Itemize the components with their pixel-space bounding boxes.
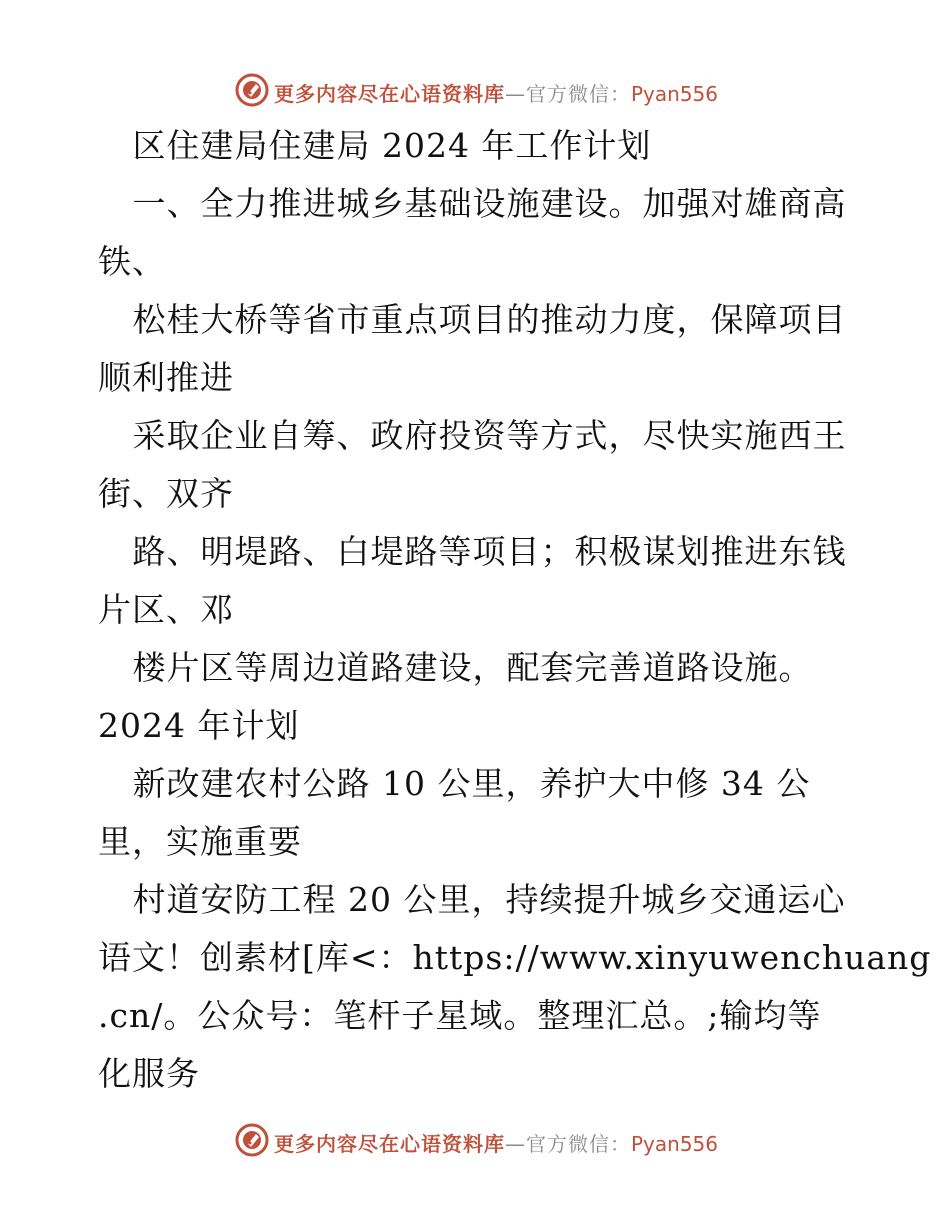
text-line: 里，实施重要: [98, 822, 302, 861]
text-line: 楼片区等周边道路建设，配套完善道路设施。: [98, 648, 813, 687]
footer-banner: [0, 1122, 950, 1162]
text-line: 化服务: [98, 1054, 200, 1093]
pen-nib-logo-icon: [234, 72, 270, 108]
banner-wechat-id: Pyan556: [631, 1132, 719, 1156]
text-line: 村道安防工程 20 公里，持续提升城乡交通运心: [98, 880, 846, 919]
text-line: 片区、邓: [98, 590, 234, 629]
banner-main-text: 更多内容尽在心语资料库: [274, 82, 505, 106]
banner-text: [274, 78, 718, 107]
text-line: .cn/。公众号：笔杆子星域。整理汇总。;输均等: [98, 996, 822, 1035]
banner-main-text: 更多内容尽在心语资料库: [274, 1132, 505, 1156]
banner-separator: —官方微信：: [505, 1132, 631, 1156]
banner-separator: —官方微信：: [505, 82, 631, 106]
text-line: 松桂大桥等省市重点项目的推动力度，保障项目: [98, 300, 847, 339]
banner-wechat-id: Pyan556: [631, 82, 719, 106]
text-line: 新改建农村公路 10 公里，养护大中修 34 公: [98, 764, 811, 803]
text-line: 路、明堤路、白堤路等项目；积极谋划推进东钱: [98, 532, 847, 571]
text-line: 一、全力推进城乡基础设施建设。加强对雄商高: [98, 184, 847, 223]
text-line: 街、双齐: [98, 474, 234, 513]
text-line: 2024 年计划: [98, 706, 300, 745]
text-line: 铁、: [98, 242, 166, 281]
text-line: 语文！创素材[库<：https://www.xinyuwenchuang: [98, 938, 932, 977]
document-title: 区住建局住建局 2024 年工作计划: [98, 126, 652, 165]
header-banner: [0, 72, 950, 112]
text-line: 顺利推进: [98, 358, 234, 397]
text-line: 采取企业自筹、政府投资等方式，尽快实施西王: [98, 416, 847, 455]
pen-nib-logo-icon: [234, 1122, 270, 1158]
banner-text: [274, 1128, 718, 1157]
